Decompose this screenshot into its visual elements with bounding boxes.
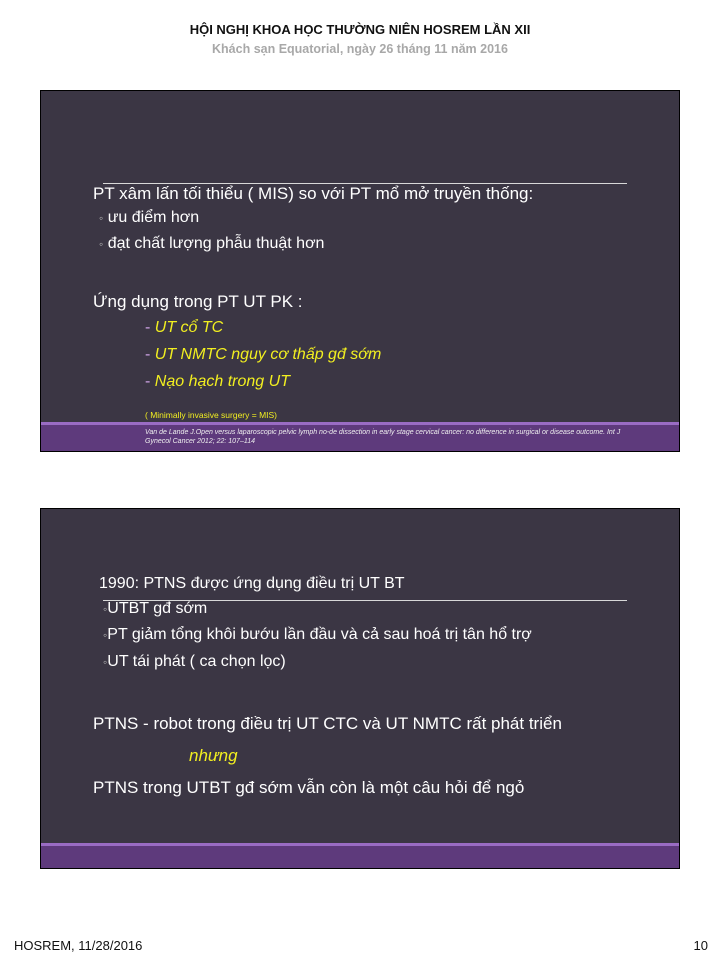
slide1-mis-note: ( Minimally invasive surgery = MIS) [145, 410, 278, 420]
slide1-app-item-2 [145, 346, 381, 364]
bullet-circle-icon: ◦ [99, 211, 104, 225]
bullet-circle-icon: ◦ [103, 602, 108, 616]
bullet-circle-icon: ◦ [103, 628, 108, 642]
bullet-text: đạt chất lượng phẫu thuật hơn [107, 235, 325, 252]
app-item-text: UT cổ TC [154, 319, 224, 336]
slide2-bullet-2 [103, 626, 532, 644]
slide1-app-item-1 [145, 319, 223, 337]
bullet-text: UTBT gđ sớm [107, 600, 208, 617]
dash-marker: - [145, 346, 151, 363]
slide1-app-item-3 [145, 373, 290, 391]
dash-marker: - [145, 319, 151, 336]
conference-venue-date: Khách sạn Equatorial, ngày 26 tháng 11 năm 2016 [212, 42, 508, 56]
slide2-bottom-bar [41, 843, 679, 868]
bullet-circle-icon: ◦ [103, 655, 108, 669]
dash-marker: - [145, 373, 151, 390]
footer-organization-date: HOSREM, 11/28/2016 [14, 938, 143, 953]
bullet-text: ưu điểm hơn [107, 209, 200, 226]
slide2-bullet-1 [103, 600, 207, 618]
slide1-heading: PT xâm lấn tối thiểu ( MIS) so với PT mổ mở truyền thống: [93, 184, 534, 203]
bullet-text: PT giảm tổng khôi bướu lần đầu và cả sau hoá trị tân hổ trợ [107, 626, 532, 643]
slide-1 [40, 90, 680, 452]
slide2-question-line: PTNS trong UTBT gđ sớm vẫn còn là một câu hỏi để ngỏ [93, 778, 525, 797]
slide2-bullet-3 [103, 653, 286, 671]
app-item-text: Nạo hạch trong UT [154, 373, 290, 390]
slide2-heading: 1990: PTNS được ứng dụng điều trị UT BT [99, 575, 405, 592]
page-number: 10 [693, 938, 708, 953]
slide2-robot-line: PTNS - robot trong điều trị UT CTC và UT NMTC rất phát triển [93, 714, 562, 733]
app-item-text: UT NMTC nguy cơ thấp gđ sớm [154, 346, 382, 363]
slide2-highlight: nhưng [189, 746, 238, 765]
bullet-text: UT tái phát ( ca chọn lọc) [107, 653, 286, 670]
bottom-bar-accent [41, 843, 679, 846]
slide-2 [40, 508, 680, 869]
slide1-bullet-1 [99, 209, 199, 227]
reference-bar-accent [41, 422, 679, 425]
slide1-reference: Van de Lande J.Open versus laparoscopic pelvic lymph no-de dissection in early stage cervical cancer: no difference in surgical or disease outcome. Int J Gynecol Cancer 2012; 22: 107–114 [145, 429, 621, 445]
reference-bar [41, 422, 679, 452]
slide1-applications-heading: Ứng dụng trong PT UT PK : [93, 292, 303, 311]
conference-title: HỘI NGHỊ KHOA HỌC THƯỜNG NIÊN HOSREM LẦN XII [189, 22, 531, 37]
slide1-bullet-2 [99, 235, 324, 253]
bullet-circle-icon: ◦ [99, 237, 104, 251]
